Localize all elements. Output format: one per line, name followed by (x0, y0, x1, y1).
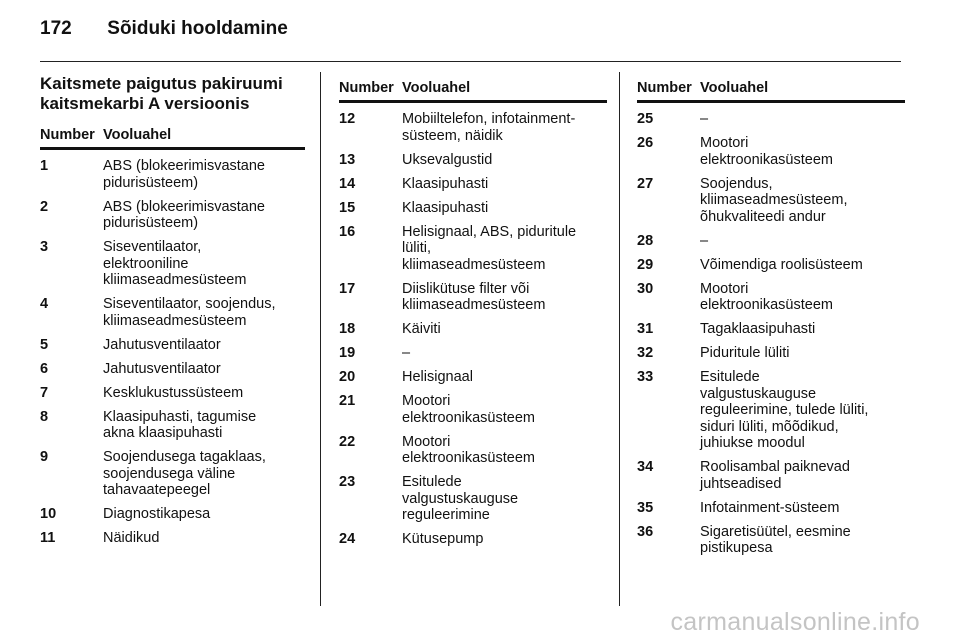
circuit-line: kliimaseadmesüsteem, (700, 192, 848, 208)
table-row (637, 524, 905, 557)
circuit-line: Kesklukustussüsteem (103, 384, 244, 401)
fuse-circuit (402, 321, 607, 338)
table-row (339, 434, 607, 467)
fuse-number: 10 (40, 506, 57, 522)
circuit-line: Soojendus, (700, 175, 773, 192)
circuit-line: valgustuskauguse (402, 490, 519, 507)
circuit-line: Käiviti (402, 321, 441, 337)
fuse-circuit (700, 281, 905, 314)
fuse-circuit (103, 239, 305, 289)
fuse-number: 28 (637, 232, 654, 249)
fuse-number: 6 (40, 360, 49, 377)
circuit-line: juhiukse moodul (700, 435, 805, 451)
number-header: Number (637, 80, 692, 96)
fuse-circuit (103, 158, 305, 191)
fuse-number: 15 (339, 199, 356, 216)
table-row (339, 321, 607, 338)
fuse-number: 17 (339, 280, 356, 297)
fuse-circuit (700, 233, 905, 250)
fuse-circuit (402, 176, 607, 193)
fuse-number: 19 (339, 345, 356, 361)
circuit-line: ABS (blokeerimisvastane (103, 158, 265, 174)
fuse-circuit (700, 369, 905, 452)
table-row (339, 531, 607, 548)
table-row (339, 281, 607, 314)
table-row (40, 158, 305, 191)
fuse-number: 8 (40, 408, 49, 425)
fuse-circuit (700, 500, 905, 517)
circuit-line: õhukvaliteedi andur (700, 208, 826, 225)
number-header: Number (339, 80, 394, 96)
fuse-number: 36 (637, 523, 654, 540)
fuse-number: 16 (339, 223, 356, 240)
circuit-line: Esitulede (700, 369, 760, 385)
fuse-circuit (402, 345, 607, 362)
table-row (339, 111, 607, 144)
fuse-number: 27 (637, 175, 654, 192)
circuit-line: – (402, 345, 411, 361)
fuse-number: 35 (637, 499, 654, 516)
circuit-header: Vooluahel (700, 80, 769, 96)
circuit-line: elektrooniline (103, 255, 189, 272)
circuit-line: Infotainment-süsteem (700, 499, 840, 516)
fuse-circuit (103, 530, 305, 547)
fuse-circuit (402, 531, 607, 548)
table-row (637, 135, 905, 168)
fuse-circuit (700, 321, 905, 338)
circuit-line: – (700, 232, 709, 249)
circuit-line: pidurisüsteem) (103, 174, 199, 191)
fuse-number: 7 (40, 384, 49, 401)
circuit-line: siduri lüliti, mõõdikud, (700, 418, 839, 435)
circuit-line: elektroonikasüsteem (402, 409, 535, 426)
table-row (339, 224, 607, 274)
circuit-line: Klaasipuhasti (402, 175, 489, 192)
column-3 (637, 74, 905, 564)
fuse-number: 18 (339, 321, 356, 337)
fuse-number: 33 (637, 369, 654, 385)
fuse-number: 9 (40, 449, 49, 465)
table-row (40, 239, 305, 289)
circuit-line: pidurisüsteem) (103, 215, 199, 231)
fuse-circuit (402, 200, 607, 217)
circuit-line: ABS (blokeerimisvastane (103, 198, 265, 215)
table-row (637, 111, 905, 128)
circuit-line: kliimaseadmesüsteem (402, 256, 546, 273)
table-row (40, 409, 305, 442)
circuit-line: Soojendusega tagaklaas, (103, 449, 266, 465)
fuse-circuit (700, 176, 905, 226)
table-row (637, 321, 905, 338)
fuse-circuit (402, 224, 607, 274)
fuse-number: 13 (339, 151, 356, 168)
circuit-line: Mootori (700, 135, 749, 151)
table-row (339, 152, 607, 169)
table-header (40, 127, 305, 150)
circuit-line: Helisignaal (402, 369, 473, 385)
circuit-line: Näidikud (103, 530, 160, 546)
fuse-circuit (402, 281, 607, 314)
section-title: Kaitsmete paigutus pakiruumi kaitsmekarbi A versioonis (40, 74, 283, 113)
circuit-line: Mootori (700, 280, 749, 297)
circuit-line: lüliti, (402, 240, 432, 256)
fuse-number: 4 (40, 296, 49, 312)
fuse-number: 14 (339, 175, 356, 192)
table-row (339, 176, 607, 193)
fuse-number: 24 (339, 531, 356, 547)
circuit-line: Roolisambal paiknevad (700, 459, 850, 475)
fuse-circuit (103, 506, 305, 523)
fuse-number: 1 (40, 158, 49, 174)
fuse-circuit (700, 345, 905, 362)
circuit-line: elektroonikasüsteem (700, 151, 833, 168)
page-number: 172 (40, 18, 72, 39)
fuse-list (40, 158, 305, 547)
circuit-line: Mootori (402, 393, 451, 409)
circuit-line: kliimaseadmesüsteem (103, 312, 247, 329)
fuse-circuit (103, 361, 305, 378)
table-row (40, 296, 305, 329)
column-divider (320, 72, 321, 606)
fuse-circuit (103, 385, 305, 402)
column-1 (40, 74, 305, 554)
table-row (40, 449, 305, 499)
circuit-line: Klaasipuhasti (402, 199, 489, 216)
page-header (40, 18, 288, 40)
table-row (339, 393, 607, 426)
column-2 (339, 74, 607, 555)
table-header (339, 80, 607, 103)
table-row (637, 345, 905, 362)
circuit-line: Klaasipuhasti, tagumise (103, 408, 257, 425)
circuit-line: kliimaseadmesüsteem (103, 272, 247, 288)
circuit-header: Vooluahel (402, 80, 471, 96)
circuit-line: Helisignaal, ABS, piduritule (402, 223, 577, 240)
table-row (40, 385, 305, 402)
table-row (637, 176, 905, 226)
table-row (339, 369, 607, 386)
table-row (40, 199, 305, 232)
circuit-line: elektroonikasüsteem (700, 297, 833, 313)
fuse-number: 23 (339, 474, 356, 490)
circuit-line: süsteem, näidik (402, 127, 503, 144)
table-row (339, 474, 607, 524)
fuse-circuit (103, 409, 305, 442)
table-row (40, 361, 305, 378)
circuit-line: Mobiiltelefon, infotainment- (402, 111, 576, 127)
fuse-number: 32 (637, 345, 654, 361)
fuse-number: 5 (40, 336, 49, 353)
fuse-circuit (700, 135, 905, 168)
table-row (40, 530, 305, 547)
circuit-line: Esitulede (402, 474, 462, 490)
table-row (637, 500, 905, 517)
fuse-number: 20 (339, 369, 356, 385)
circuit-line: Sigaretisüütel, eesmine (700, 523, 851, 540)
circuit-line: soojendusega väline (103, 465, 236, 482)
table-row (339, 200, 607, 217)
circuit-line: Kütusepump (402, 531, 484, 547)
table-row (637, 369, 905, 452)
fuse-number: 12 (339, 111, 356, 127)
number-header: Number (40, 127, 95, 143)
table-header (637, 80, 905, 103)
table-row (40, 337, 305, 354)
fuse-circuit (402, 474, 607, 524)
circuit-line: kliimaseadmesüsteem (402, 297, 546, 313)
circuit-line: Tagaklaasipuhasti (700, 321, 816, 337)
circuit-line: Siseventilaator, (103, 239, 202, 255)
table-row (339, 345, 607, 362)
circuit-line: akna klaasipuhasti (103, 425, 223, 441)
fuse-list (637, 111, 905, 557)
fuse-number: 25 (637, 111, 654, 127)
circuit-line: Uksevalgustid (402, 151, 493, 168)
fuse-number: 29 (637, 256, 654, 273)
circuit-line: valgustuskauguse (700, 385, 817, 402)
circuit-line: Diagnostikapesa (103, 506, 211, 522)
fuse-circuit (700, 111, 905, 128)
circuit-line: Jahutusventilaator (103, 360, 221, 377)
fuse-circuit (700, 257, 905, 274)
column-divider (619, 72, 620, 606)
fuse-circuit (402, 393, 607, 426)
circuit-line: – (700, 111, 709, 127)
fuse-circuit (402, 434, 607, 467)
circuit-line: tahavaatepeegel (103, 482, 211, 498)
table-row (637, 459, 905, 492)
fuse-number: 11 (40, 530, 56, 546)
fuse-number: 26 (637, 135, 654, 151)
circuit-line: Diislikütuse filter või (402, 280, 530, 297)
fuse-circuit (700, 459, 905, 492)
fuse-circuit (402, 369, 607, 386)
circuit-line: juhtseadised (700, 475, 782, 492)
fuse-circuit (103, 449, 305, 499)
header-rule (40, 61, 901, 62)
fuse-circuit (402, 111, 607, 144)
page-title: Sõiduki hooldamine (107, 18, 288, 39)
circuit-line: Piduritule lüliti (700, 345, 790, 361)
fuse-number: 3 (40, 239, 49, 255)
circuit-line: Jahutusventilaator (103, 336, 221, 353)
circuit-line: elektroonikasüsteem (402, 450, 535, 466)
fuse-number: 22 (339, 433, 356, 450)
table-row (637, 233, 905, 250)
fuse-number: 31 (637, 321, 654, 337)
circuit-line: reguleerimine, tulede lüliti, (700, 402, 869, 418)
circuit-header: Vooluahel (103, 127, 172, 143)
fuse-circuit (700, 524, 905, 557)
watermark: carmanualsonline.info (670, 608, 920, 636)
circuit-line: pistikupesa (700, 540, 773, 556)
fuse-number: 30 (637, 280, 654, 297)
circuit-line: reguleerimine (402, 507, 490, 523)
table-row (637, 281, 905, 314)
circuit-line: Mootori (402, 433, 451, 450)
table-row (40, 506, 305, 523)
circuit-line: Võimendiga roolisüsteem (700, 256, 863, 273)
fuse-circuit (103, 199, 305, 232)
fuse-list (339, 111, 607, 548)
fuse-circuit (402, 152, 607, 169)
table-row (637, 257, 905, 274)
fuse-number: 21 (339, 393, 356, 409)
fuse-number: 2 (40, 198, 49, 215)
fuse-number: 34 (637, 459, 654, 475)
fuse-circuit (103, 337, 305, 354)
fuse-circuit (103, 296, 305, 329)
circuit-line: Siseventilaator, soojendus, (103, 296, 276, 312)
